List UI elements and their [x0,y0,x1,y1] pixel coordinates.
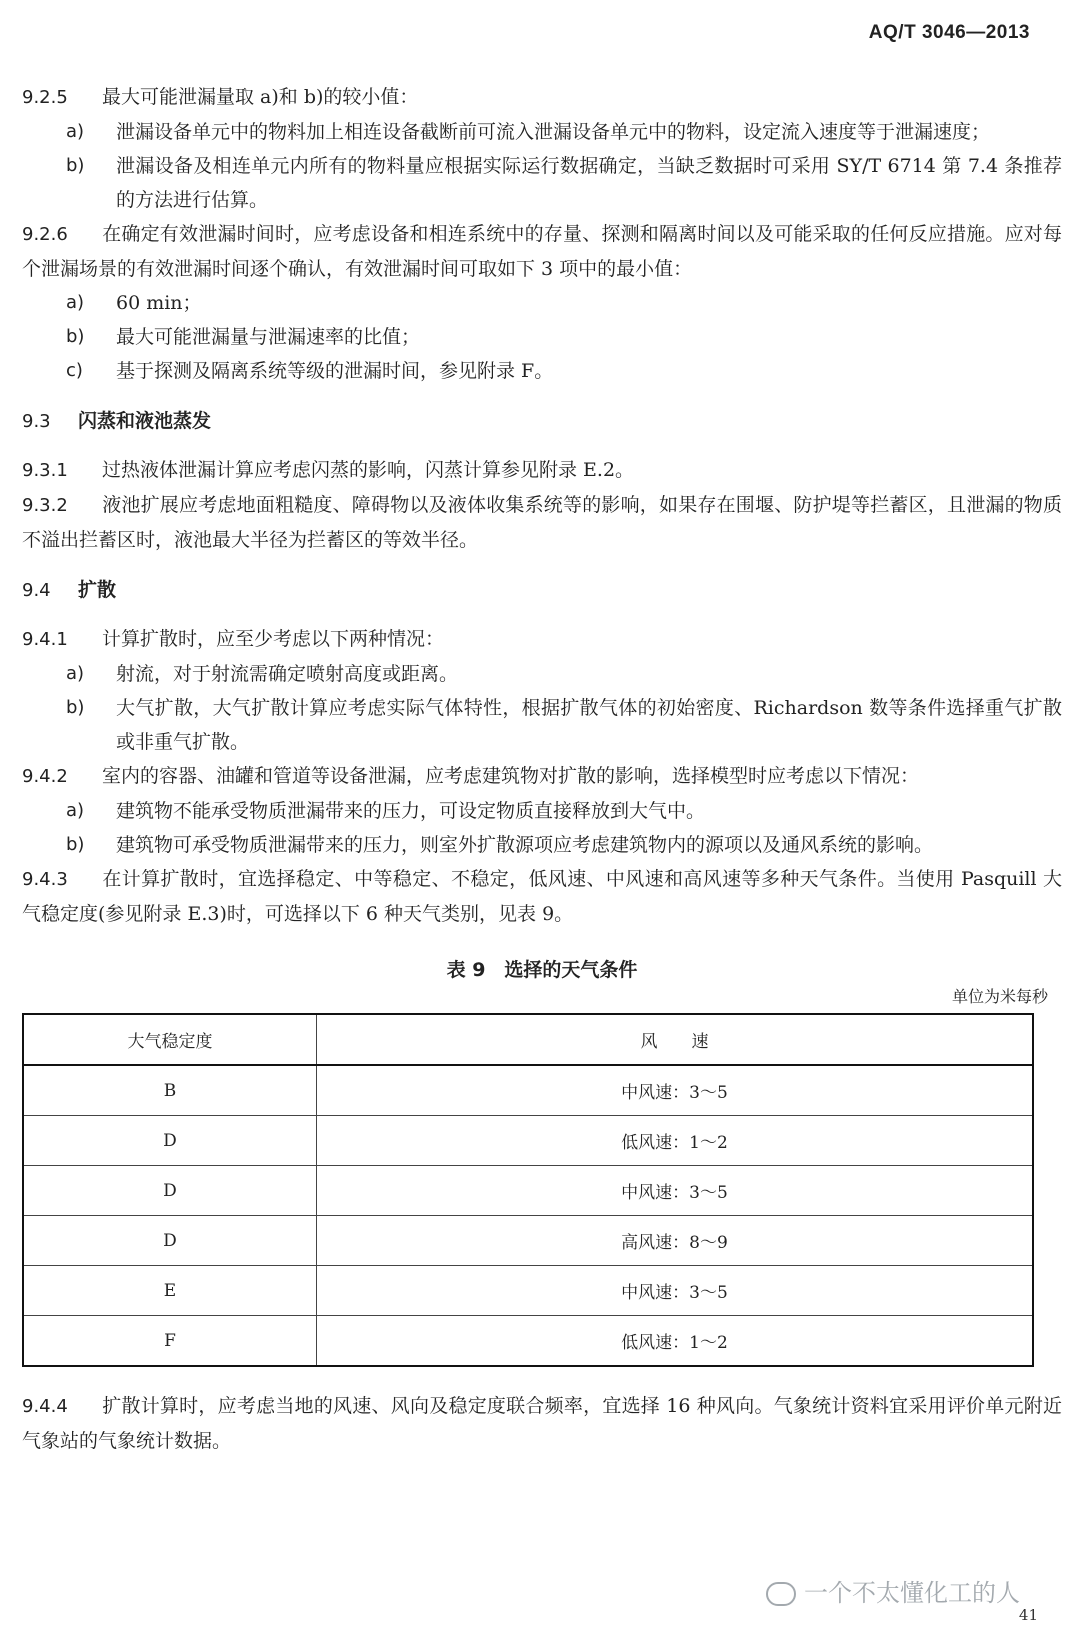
table-row [23,1216,1033,1266]
table-row [23,1065,1033,1116]
column-header: 大气稳定度 [23,1014,317,1065]
item-text: 泄漏设备及相连单元内所有的物料量应根据实际运行数据确定，当缺乏数据时可采用 SY/T 6714 第 7.4 条推荐的方法进行估算。 [116,155,1062,211]
table-title: 表 9 选择的天气条件 [446,959,638,981]
item-label: a) [66,292,85,313]
clause-number: 9.4.1 [22,629,68,650]
item-label: b) [66,326,85,347]
clause-9-3-2 [22,488,1062,557]
item-text: 建筑物可承受物质泄漏带来的压力，则室外扩散源项应考虑建筑物内的源项以及通风系统的影响。 [116,834,934,856]
clause-text: 计算扩散时，应至少考虑以下两种情况： [102,628,445,650]
table-row [23,1116,1033,1166]
table-row [23,1266,1033,1316]
item-label: a) [66,121,85,142]
list-item [22,286,1062,320]
list-item [22,115,1062,149]
table-cell: F [23,1316,317,1367]
clause-text: 室内的容器、油罐和管道等设备泄漏，应考虑建筑物对扩散的影响，选择模型时应考虑以下情况： [102,765,920,787]
table-unit: 单位为米每秒 [951,987,1048,1006]
item-text: 射流，对于射流需确定喷射高度或距离。 [116,663,459,685]
page-number: 41 [1018,1606,1038,1624]
clause-text: 液池扩展应考虑地面粗糙度、障碍物以及液体收集系统等的影响，如果存在围堰、防护堤等拦蓄区，且泄漏的物质不溢出拦蓄区时，液池最大半径为拦蓄区的等效半径。 [22,494,1062,551]
list-item [22,320,1062,354]
clause-number: 9.3.2 [22,495,68,516]
weather-conditions-table [22,1013,1034,1367]
clause-9-2-5 [22,80,1062,115]
table-cell: 高风速：8～9 [317,1216,1034,1266]
clause-9-2-6 [22,217,1062,286]
standard-code: AQ/T 3046—2013 [868,22,1030,43]
section-title: 闪蒸和液池蒸发 [78,410,212,432]
clause-9-3-1 [22,453,1062,488]
clause-9-4-2 [22,759,1062,794]
table-row [23,1166,1033,1216]
clause-number: 9.4.2 [22,766,68,787]
clause-text: 过热液体泄漏计算应考虑闪蒸的影响，闪蒸计算参见附录 E.2。 [102,459,635,481]
clause-number: 9.2.5 [22,87,68,108]
section-number: 9.4 [22,580,51,601]
item-label: b) [66,697,85,718]
list-item [22,354,1062,388]
table-cell: D [23,1116,317,1166]
item-label: a) [66,663,85,684]
table-cell: E [23,1266,317,1316]
table-row [23,1316,1033,1367]
list-item [22,828,1062,862]
table-cell: 低风速：1～2 [317,1316,1034,1367]
clause-9-4-1 [22,622,1062,657]
watermark-text: 一个不太懂化工的人 [804,1579,1020,1607]
clause-9-4-4 [22,1389,1062,1458]
clause-9-4-3 [22,862,1062,931]
item-label: a) [66,800,85,821]
list-item [22,691,1062,759]
clause-number: 9.4.3 [22,869,68,890]
section-heading-9-4 [22,573,1062,608]
item-label: b) [66,834,85,855]
list-item [22,794,1062,828]
section-title: 扩散 [78,579,117,601]
section-number: 9.3 [22,411,51,432]
clause-text: 在确定有效泄漏时间时，应考虑设备和相连系统中的存量、探测和隔离时间以及可能采取的任何反应措施。应对每个泄漏场景的有效泄漏时间逐个确认，有效泄漏时间可取如下 3 项中的最小值： [22,223,1062,280]
table-cell: B [23,1065,317,1116]
item-text: 最大可能泄漏量与泄漏速率的比值； [116,326,421,348]
clause-text: 在计算扩散时，宜选择稳定、中等稳定、不稳定，低风速、中风速和高风速等多种天气条件。当使用 Pasquill 大气稳定度(参见附录 E.3)时，可选择以下 6 种天气类别，见表 9。 [22,868,1062,925]
table-cell: 低风速：1～2 [317,1116,1034,1166]
clause-text: 最大可能泄漏量取 a)和 b)的较小值： [102,86,419,108]
item-text: 大气扩散，大气扩散计算应考虑实际气体特性，根据扩散气体的初始密度、Richardson 数等条件选择重气扩散或非重气扩散。 [116,697,1062,753]
item-label: c) [66,360,83,381]
table-cell: D [23,1216,317,1266]
wechat-icon [766,1582,796,1606]
item-text: 基于探测及隔离系统等级的泄漏时间，参见附录 F。 [116,360,554,382]
list-item [22,657,1062,691]
document-body [22,80,1062,1458]
table-cell: 中风速：3～5 [317,1266,1034,1316]
section-heading-9-3 [22,404,1062,439]
clause-number: 9.2.6 [22,224,68,245]
table-header-row [23,1014,1033,1065]
table-cell: 中风速：3～5 [317,1065,1034,1116]
column-header: 风 速 [317,1014,1034,1065]
clause-number: 9.4.4 [22,1396,68,1417]
table-cell: 中风速：3～5 [317,1166,1034,1216]
item-text: 建筑物不能承受物质泄漏带来的压力，可设定物质直接释放到大气中。 [116,800,706,822]
item-text: 泄漏设备单元中的物料加上相连设备截断前可流入泄漏设备单元中的物料，设定流入速度等于泄漏速度； [116,121,991,143]
item-label: b) [66,155,85,176]
clause-number: 9.3.1 [22,460,68,481]
table-cell: D [23,1166,317,1216]
watermark [766,1573,1020,1608]
item-text: 60 min； [116,292,202,314]
clause-text: 扩散计算时，应考虑当地的风速、风向及稳定度联合频率，宜选择 16 种风向。气象统计资料宜采用评价单元附近气象站的气象统计数据。 [22,1395,1062,1452]
list-item [22,149,1062,217]
